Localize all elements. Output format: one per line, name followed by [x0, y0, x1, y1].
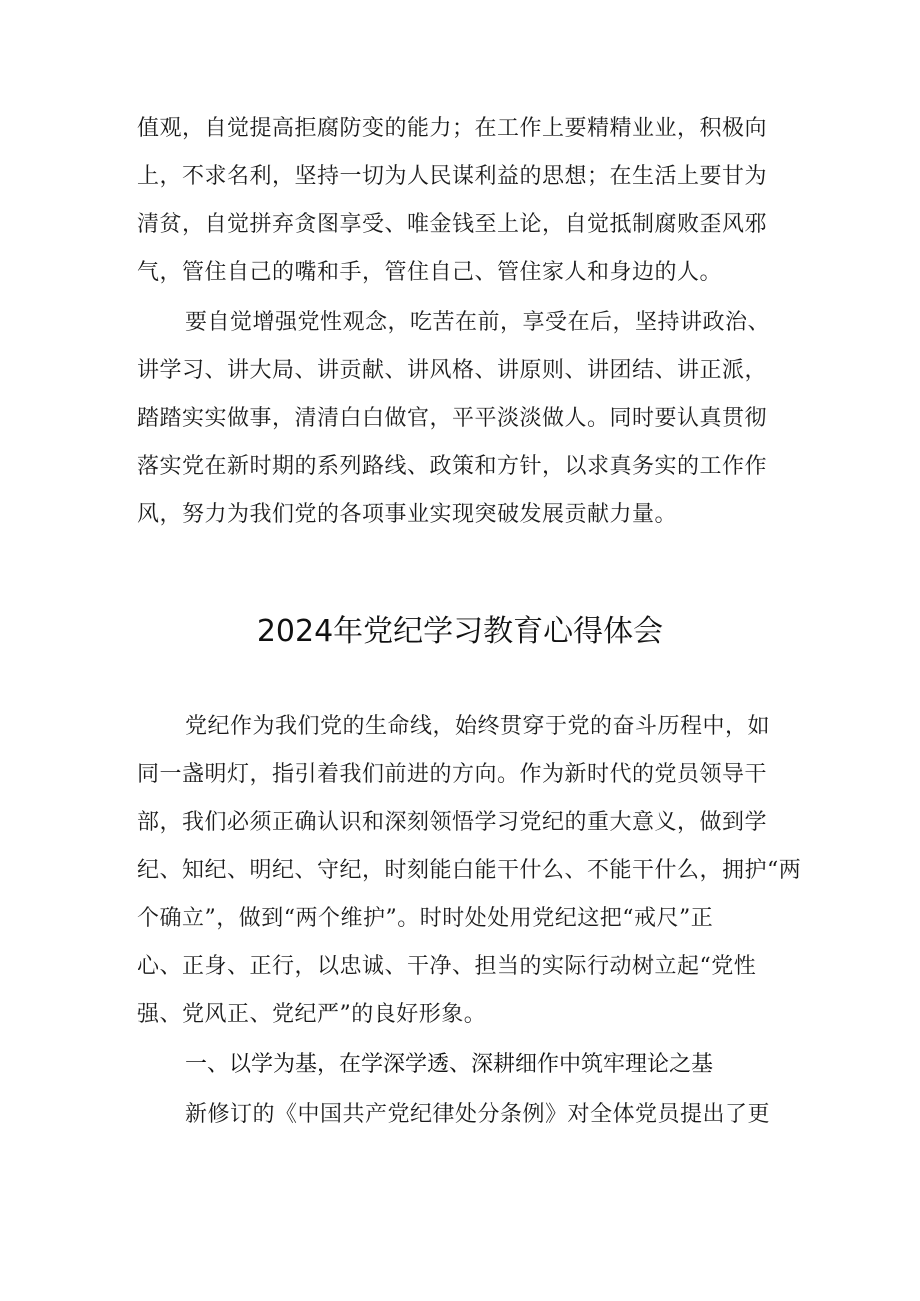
- paragraph-1-line-1: 值观，自觉提高拒腐防变的能力；在工作上要精精业业，积极向: [137, 116, 768, 141]
- paragraph-3-line-6: 心、正身、正行，以忠诚、干净、担当的实际行动树立起“党性: [137, 954, 757, 979]
- section-heading-1: 一、以学为基，在学深学透、深耕细作中筑牢理论之基: [185, 1052, 714, 1077]
- paragraph-3-line-3: 部，我们必须正确认识和深刻领悟学习党纪的重大意义，做到学: [137, 810, 768, 835]
- paragraph-1-line-3: 清贫，自觉拼弃贪图享受、唯金钱至上论，自觉抵制腐败歪风邪: [137, 212, 768, 237]
- paragraph-4-line-1: 新修订的《中国共产党纪律处分条例》对全体党员提出了更: [185, 1102, 771, 1127]
- paragraph-3-line-4: 纪、知纪、明纪、守纪，时刻能白能干什么、不能干什么，拥护“两: [137, 858, 802, 883]
- paragraph-2-line-5: 风，努力为我们党的各项事业实现突破发展贡献力量。: [137, 502, 678, 527]
- paragraph-3-line-2: 同一盏明灯，指引着我们前进的方向。作为新时代的党员领导干: [137, 762, 768, 787]
- paragraph-1-line-4: 气，管住自己的嘴和手，管住自己、管住家人和身边的人。: [137, 260, 723, 285]
- paragraph-1-line-2: 上，不求名利，坚持一切为人民谋利益的思想；在生活上要甘为: [137, 164, 768, 189]
- paragraph-2-line-1: 要自觉增强党性观念，吃苦在前，享受在后，坚持讲政治、: [185, 310, 771, 335]
- paragraph-3-line-1: 党纪作为我们党的生命线，始终贯穿于党的奋斗历程中，如: [185, 714, 771, 739]
- paragraph-2-line-3: 踏踏实实做事，清清白白做官，平平淡淡做人。同时要认真贯彻: [137, 406, 768, 431]
- paragraph-3-line-7: 强、党风正、党纪严”的良好形象。: [137, 1002, 487, 1027]
- document-title: 2024年党纪学习教育心得体会: [256, 614, 664, 649]
- paragraph-3-line-5: 个确立”，做到“两个维护”。时时处处用党纪这把“戒尺”正: [137, 906, 714, 931]
- paragraph-2-line-2: 讲学习、讲大局、讲贡献、讲风格、讲原则、讲团结、讲正派，: [137, 358, 768, 383]
- paragraph-2-line-4: 落实党在新时期的系列路线、政策和方针，以求真务实的工作作: [137, 454, 768, 479]
